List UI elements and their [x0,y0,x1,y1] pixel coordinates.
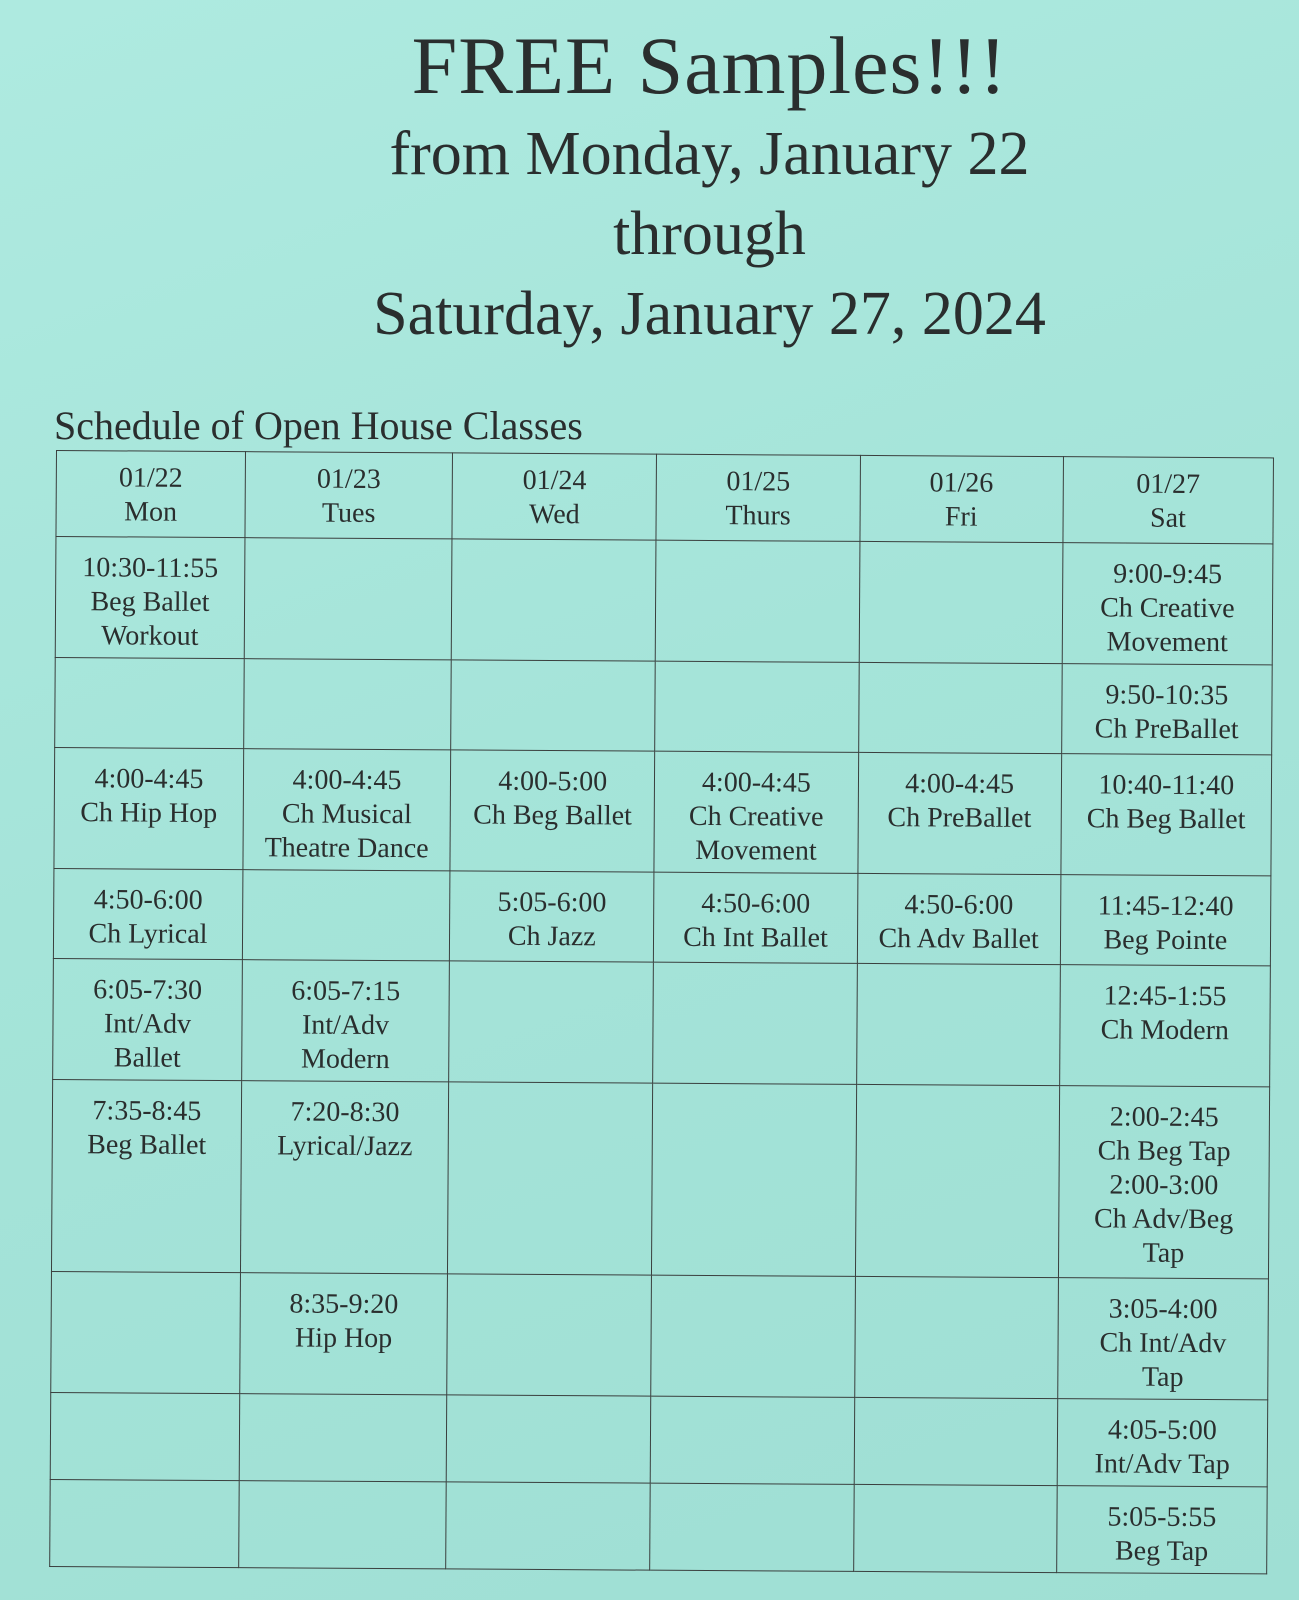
class-slot [654,872,858,963]
class-name: Ch Beg Ballet [473,799,632,832]
class-name [453,1096,648,1097]
class-name: Beg Pointe [1103,924,1228,957]
class-slot [242,870,450,961]
class-name [859,1291,1053,1292]
class-time: 4:50-6:00 [904,889,1014,921]
class-time [656,1290,850,1291]
class-name [658,977,852,978]
class-time: 7:20-8:30 [290,1096,400,1129]
class-slot [854,1276,1058,1398]
class-time [249,552,447,553]
class-name: Ch Beg Ballet [1086,803,1246,836]
class-name [864,556,1058,557]
class-name: Ch Jazz [507,920,596,953]
day-header-mon [56,451,245,538]
schedule-row [53,868,1271,965]
class-name: Int/Adv Tap [1094,1448,1230,1481]
class-slot [242,960,450,1082]
day-header-date: 01/23 [316,463,381,495]
class-time: 2:00-2:45 [1109,1101,1219,1134]
day-header-fri [859,455,1063,542]
class-name: Ch Beg Tap 2:00-3:00 Ch Adv/Beg Tap [1093,1135,1234,1269]
class-name: Hip Hop [294,1322,393,1355]
class-name: Ch Int Ballet [683,921,828,954]
class-time: 4:05-5:00 [1107,1414,1217,1447]
class-slot [244,538,452,660]
schedule-row [50,1479,1268,1573]
class-slot [651,1396,855,1484]
class-time [457,553,652,554]
class-slot [654,751,858,873]
class-slot [243,749,451,871]
class-time: 4:00-5:00 [498,765,608,798]
class-name: Ch Creative Movement [1100,592,1235,659]
class-slot [854,1397,1058,1485]
class-time [656,1411,850,1412]
schedule-row [51,1271,1269,1399]
class-slot [447,1274,652,1396]
class-name [244,1495,442,1496]
class-name [55,1494,235,1495]
class-time [859,1291,1053,1292]
class-slot [650,1483,854,1571]
class-name [861,978,1055,979]
day-header-name: Mon [124,496,178,528]
class-time [451,1409,646,1410]
class-name [451,1409,646,1410]
class-name: Ch Lyrical [88,918,208,950]
date-range-start: from Monday, January 22 [389,120,1030,188]
class-name [656,1411,850,1412]
class-time: 6:05-7:30 [93,974,203,1006]
class-name [660,676,854,677]
class-slot [855,1084,1059,1277]
day-header-name: Tues [321,497,376,529]
class-slot [1061,664,1272,755]
class-name: Lyrical/Jazz [277,1130,413,1163]
class-time: 5:05-6:00 [497,886,607,919]
class-slot [655,661,859,752]
class-slot [1058,1086,1269,1279]
class-time: 6:05-7:15 [291,975,401,1008]
class-slot [55,657,244,748]
day-header-date: 01/27 [1136,468,1201,500]
class-time [247,884,445,885]
class-time: 4:00-4:45 [701,766,811,799]
day-header-name: Fri [944,501,978,533]
class-slot [1057,1399,1268,1487]
class-name: Ch Creative Movement [688,800,824,867]
class-slot [448,1082,653,1275]
class-time: 5:05-5:55 [1107,1501,1217,1534]
class-slot [239,1481,447,1569]
class-slot [858,662,1062,753]
class-slot [450,871,655,962]
class-slot [53,868,242,959]
class-slot [1060,875,1271,966]
class-time [658,977,852,978]
class-name [244,1408,442,1409]
class-slot [451,660,656,751]
day-header-date: 01/26 [929,467,994,499]
class-time [660,676,854,677]
class-time: 9:50-10:35 [1105,679,1229,712]
class-name: Ch Adv Ballet [878,923,1039,956]
schedule-row [55,537,1273,665]
class-name: Beg Tap [1114,1535,1209,1568]
class-slot [240,1273,448,1395]
day-header-sat [1063,457,1274,544]
day-header-date: 01/25 [726,466,791,498]
class-time [56,1286,236,1287]
schedule-row [53,958,1271,1086]
class-time: 3:05-4:00 [1108,1293,1218,1326]
class-time [454,975,649,976]
date-range-end: Saturday, January 27, 2024 [373,280,1046,348]
class-name [655,1498,849,1499]
flyer-header [0,18,1299,354]
class-time [244,1408,442,1409]
class-time [453,1096,648,1097]
class-time: 9:00-9:45 [1113,558,1223,591]
class-slot [450,750,655,872]
class-time: 4:00-4:45 [905,768,1015,800]
class-slot [50,1479,239,1567]
class-time [864,556,1058,557]
class-slot [55,537,245,659]
class-slot [50,1392,239,1480]
class-name [249,552,447,553]
class-name [451,1496,646,1497]
schedule-table [49,450,1274,1574]
class-time: 12:45-1:55 [1103,980,1227,1013]
class-time: 4:00-4:45 [292,764,402,797]
class-name [661,555,855,556]
class-name: Ch PreBallet [887,802,1032,834]
schedule-row [51,1079,1269,1278]
class-time [655,1498,849,1499]
class-time [861,978,1055,979]
class-slot [857,873,1061,964]
class-slot [446,1395,651,1483]
class-slot [1056,1486,1267,1574]
class-name [859,1412,1053,1413]
class-time [657,1098,851,1099]
class-time: 8:35-9:20 [289,1288,399,1321]
class-name: Ch Hip Hop [80,797,218,829]
class-time [859,1412,1053,1413]
class-time [858,1499,1052,1500]
class-slot [853,1484,1057,1572]
class-time [451,1496,646,1497]
class-slot [53,958,243,1080]
class-name [863,677,1057,678]
class-time: 11:45-12:40 [1097,890,1234,923]
class-slot [656,540,860,662]
class-name [858,1499,1052,1500]
class-time: 10:40-11:40 [1098,769,1235,802]
class-slot [244,659,452,750]
class-slot [51,1079,241,1272]
schedule-heading: Schedule of Open House Classes [54,403,583,448]
class-slot [1059,965,1270,1087]
day-header-date: 01/24 [522,464,587,497]
class-name [452,1288,647,1289]
class-slot [1057,1278,1268,1400]
schedule-body [50,537,1273,1574]
class-name [56,1286,236,1287]
class-name: Ch Musical Theatre Dance [264,798,429,865]
day-header-name: Thurs [725,500,791,532]
class-name: Beg Ballet [87,1129,207,1161]
class-time: 4:00-4:45 [94,763,204,795]
class-name: Ch PreBallet [1094,713,1239,746]
schedule-row [55,657,1273,754]
class-time [861,1099,1055,1100]
class-name: Beg Ballet Workout [90,586,210,652]
class-slot [239,1394,447,1482]
class-name [656,1290,850,1291]
class-time [661,555,855,556]
class-slot [1061,754,1272,876]
class-slot [857,752,1061,874]
class-time [60,672,240,673]
schedule-row [50,1392,1268,1486]
schedule-row [54,747,1272,875]
class-time [456,674,651,675]
class-time [55,1407,235,1408]
class-name [657,1098,851,1099]
class-name [456,674,651,675]
day-header-wed [452,453,657,540]
class-slot [653,962,857,1084]
class-time: 7:35-8:45 [92,1095,202,1127]
class-time [244,1495,442,1496]
class-time: 10:30-11:55 [82,552,219,584]
class-name [861,1099,1055,1100]
class-name: Int/Adv Modern [300,1009,390,1076]
class-slot [446,1482,651,1570]
class-name [249,673,447,674]
class-name [454,975,649,976]
class-name: Ch Modern [1100,1014,1230,1047]
class-slot [51,1271,241,1393]
class-slot [859,541,1063,663]
class-time [55,1494,235,1495]
class-time: 4:50-6:00 [701,887,811,920]
class-slot [1062,543,1273,665]
day-header-date: 01/22 [118,462,183,494]
class-slot [856,963,1060,1085]
class-name [55,1407,235,1408]
class-slot [54,747,244,869]
class-time [863,677,1057,678]
class-name [60,672,240,673]
day-header-name: Sat [1149,502,1186,534]
class-time: 4:50-6:00 [93,884,203,916]
flyer-title: FREE Samples!!! [411,20,1008,111]
class-time [452,1288,647,1289]
day-header-thurs [656,454,860,541]
class-slot [451,539,656,661]
day-header-tues [245,452,453,539]
class-name [457,553,652,554]
date-range-through: through [613,200,806,268]
class-slot [652,1083,856,1276]
class-slot [651,1275,855,1397]
class-slot [240,1081,448,1274]
class-name: Int/Adv Ballet [103,1008,192,1074]
class-name: Ch Int/Adv Tap [1099,1327,1227,1393]
class-time [249,673,447,674]
class-slot [449,961,654,1083]
schedule-header-row [56,451,1274,544]
day-header-name: Wed [528,498,580,531]
class-name [247,884,445,885]
